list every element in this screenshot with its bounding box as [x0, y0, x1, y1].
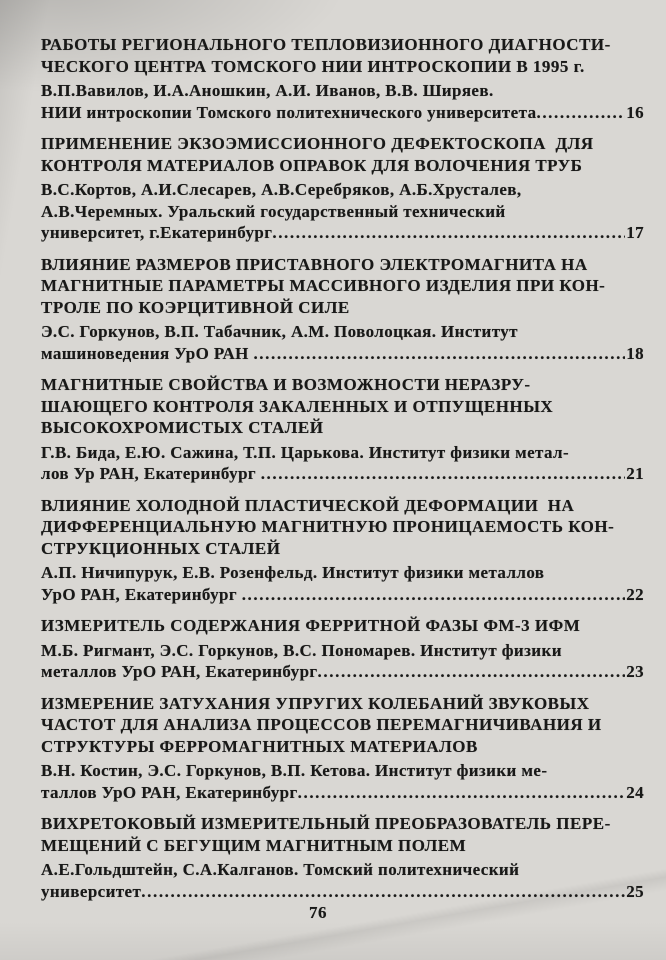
authors-line: А.В.Черемных. Уральский государственный технический: [41, 201, 506, 221]
entry-title: [41, 374, 644, 439]
authors-last-text: таллов УрО РАН, Екатеринбург: [41, 782, 298, 802]
title-line: СТРУКЦИОННЫХ СТАЛЕЙ: [41, 538, 281, 558]
toc-entry: [41, 374, 644, 485]
dotted-leader: [298, 782, 626, 804]
title-line: ВЛИЯНИЕ РАЗМЕРОВ ПРИСТАВНОГО ЭЛЕКТРОМАГНИТА НА: [41, 254, 588, 274]
entry-page-number: 16: [626, 102, 644, 122]
authors-line: В.С.Кортов, А.И.Слесарев, А.В.Серебряков, А.Б.Хрусталев,: [41, 180, 522, 199]
title-line: ИЗМЕРЕНИЕ ЗАТУХАНИЯ УПРУГИХ КОЛЕБАНИЙ ЗВУКОВЫХ: [41, 693, 590, 713]
authors-line: В.Н. Костин, Э.С. Горкунов, В.П. Кетова. Институт физики ме-: [41, 761, 548, 780]
authors-line: М.Б. Ригмант, Э.С. Горкунов, В.С. Пономарев. Институт физики: [41, 640, 562, 660]
authors-line: Э.С. Горкунов, В.П. Табачник, А.М. Поволоцкая. Институт: [41, 322, 518, 341]
title-line: МЕЩЕНИЙ С БЕГУЩИМ МАГНИТНЫМ ПОЛЕМ: [41, 835, 467, 855]
authors-last-line: [41, 661, 644, 683]
entry-authors-affiliation: [41, 760, 644, 803]
entry-authors-affiliation: [41, 442, 644, 485]
title-line: ВЫСОКОХРОМИСТЫХ СТАЛЕЙ: [41, 418, 324, 437]
entry-title: [41, 693, 644, 758]
toc-entries-list: [41, 34, 644, 912]
dotted-leader: [272, 222, 625, 244]
title-line: МАГНИТНЫЕ ПАРАМЕТРЫ МАССИВНОГО ИЗДЕЛИЯ ПРИ КОН-: [41, 276, 606, 295]
title-line: ЧЕСКОГО ЦЕНТРА ТОМСКОГО НИИ ИНТРОСКОПИИ В 1995 г.: [41, 56, 585, 76]
dotted-leader: [141, 881, 625, 903]
folio-page-number: 76: [309, 903, 327, 922]
title-line: ПРИМЕНЕНИЕ ЭКЗОЭМИССИОННОГО ДЕФЕКТОСКОПА ДЛЯ: [41, 134, 594, 153]
dotted-leader: [242, 584, 626, 606]
authors-last-line: [41, 222, 644, 244]
toc-entry: [41, 34, 644, 123]
entry-page-number: 21: [626, 464, 644, 483]
title-line: КОНТРОЛЯ МАТЕРИАЛОВ ОПРАВОК ДЛЯ ВОЛОЧЕНИЯ ТРУБ: [41, 155, 583, 175]
title-line: РАБОТЫ РЕГИОНАЛЬНОГО ТЕПЛОВИЗИОННОГО ДИАГНОСТИ-: [41, 35, 611, 54]
authors-last-text: лов Ур РАН, Екатеринбург: [41, 464, 261, 483]
authors-last-text: УрО РАН, Екатеринбург: [41, 584, 242, 604]
dotted-leader: [318, 661, 626, 683]
entry-page-number: 25: [626, 881, 644, 901]
authors-last-text: металлов УрО РАН, Екатеринбург: [41, 662, 318, 681]
title-line: ТРОЛЕ ПО КОЭРЦИТИВНОЙ СИЛЕ: [41, 297, 350, 317]
title-line: ВИХРЕТОКОВЫЙ ИЗМЕРИТЕЛЬНЫЙ ПРЕОБРАЗОВАТЕЛЬ ПЕРЕ-: [41, 814, 611, 833]
title-line: ИЗМЕРИТЕЛЬ СОДЕРЖАНИЯ ФЕРРИТНОЙ ФАЗЫ ФМ-3 ИФМ: [41, 616, 581, 635]
entry-page-number: 22: [626, 584, 644, 604]
entry-title: [41, 34, 644, 77]
toc-entry: [41, 254, 644, 365]
authors-last-text: машиноведения УрО РАН: [41, 343, 254, 363]
authors-last-line: [41, 343, 644, 365]
authors-last-text: университет, г.Екатеринбург: [41, 223, 273, 242]
authors-line: Г.В. Бида, Е.Ю. Сажина, Т.П. Царькова. Институт физики метал-: [41, 442, 570, 462]
entry-authors-affiliation: [41, 640, 644, 683]
title-line: ДИФФЕРЕНЦИАЛЬНУЮ МАГНИТНУЮ ПРОНИЦАЕМОСТЬ КОН-: [41, 517, 615, 536]
authors-last-line: [41, 463, 644, 485]
entry-authors-affiliation: [41, 562, 644, 605]
dotted-leader: [261, 463, 625, 485]
entry-page-number: 17: [626, 223, 644, 242]
entry-title: [41, 254, 644, 319]
entry-title: [41, 813, 644, 856]
toc-entry: [41, 813, 644, 902]
title-line: МАГНИТНЫЕ СВОЙСТВА И ВОЗМОЖНОСТИ НЕРАЗРУ-: [41, 375, 531, 394]
entry-authors-affiliation: [41, 859, 644, 902]
title-line: СТРУКТУРЫ ФЕРРОМАГНИТНЫХ МАТЕРИАЛОВ: [41, 736, 478, 756]
authors-line: А.П. Ничипурук, Е.В. Розенфельд. Институт физики металлов: [41, 563, 545, 582]
title-line: ВЛИЯНИЕ ХОЛОДНОЙ ПЛАСТИЧЕСКОЙ ДЕФОРМАЦИИ НА: [41, 495, 575, 515]
entry-page-number: 23: [626, 662, 644, 681]
entry-title: [41, 495, 644, 560]
title-line: ШАЮЩЕГО КОНТРОЛЯ ЗАКАЛЕННЫХ И ОТПУЩЕННЫХ: [41, 396, 554, 416]
authors-last-text: НИИ интроскопии Томского политехнического университета: [41, 102, 537, 122]
authors-last-line: [41, 881, 644, 903]
toc-entry: [41, 133, 644, 244]
entry-title: [41, 615, 644, 637]
entry-page-number: 24: [626, 782, 644, 802]
toc-entry: [41, 615, 644, 683]
dotted-leader: [253, 343, 625, 365]
dotted-leader: [536, 102, 625, 124]
authors-last-line: [41, 584, 644, 606]
entry-title: [41, 133, 644, 176]
authors-last-text: университет: [41, 881, 142, 901]
authors-last-line: [41, 102, 644, 124]
entry-page-number: 18: [626, 343, 644, 363]
toc-entry: [41, 495, 644, 606]
authors-last-line: [41, 782, 644, 804]
title-line: ЧАСТОТ ДЛЯ АНАЛИЗА ПРОЦЕССОВ ПЕРЕМАГНИЧИВАНИЯ И: [41, 715, 602, 734]
authors-line: В.П.Вавилов, И.А.Аношкин, А.И. Иванов, В.В. Ширяев.: [41, 81, 494, 100]
toc-entry: [41, 693, 644, 804]
entry-authors-affiliation: [41, 80, 644, 123]
entry-authors-affiliation: [41, 321, 644, 364]
authors-line: А.Е.Гольдштейн, С.А.Калганов. Томский политехнический: [41, 860, 520, 879]
entry-authors-affiliation: [41, 179, 644, 244]
